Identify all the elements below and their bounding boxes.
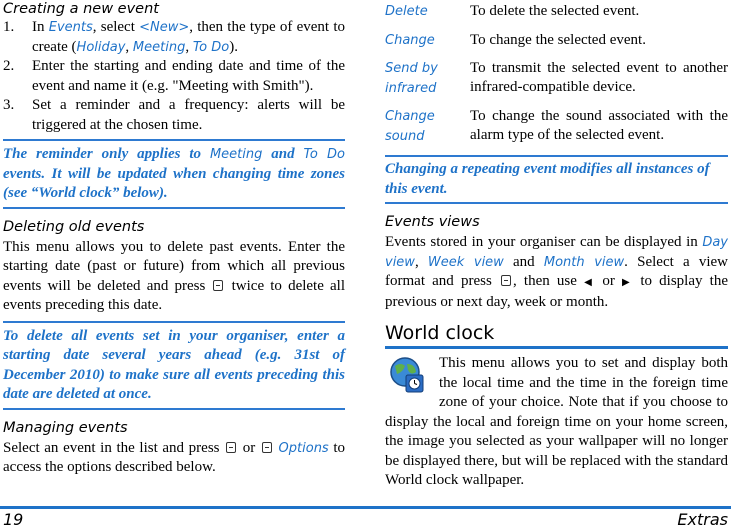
note-repeating: Changing a repeating event modifies all instances of this event. <box>385 161 710 197</box>
heading-creating-event: Creating a new event <box>3 1 159 17</box>
heading-deleting-events: Deleting old events <box>3 218 145 235</box>
section-world-clock: World clock <box>385 322 495 344</box>
option-row: Change To change the selected event. <box>385 31 646 48</box>
option-row: Change sound To change the sound associated with the alarm type of the selected event. <box>385 108 728 144</box>
chapter-name: Extras <box>677 510 728 529</box>
para-events-views: Events stored in your organiser can be displayed in Day view, Week view and Month view. Select a view format and press , then use ◀ or ▶ to display the previous or next day, week or month. <box>385 234 729 310</box>
note-reminder: The reminder only applies to Meeting and To Do events. It will be updated when changing time zones (see “World clock” below). <box>3 146 346 201</box>
ui-new: <New> <box>139 20 190 35</box>
left-arrow-icon: ◀ <box>584 277 596 288</box>
step-1: 1. In Events, select <New>, then the type of event to create (Holiday, Meeting, To Do). <box>3 19 345 55</box>
right-column <box>385 0 728 491</box>
right-arrow-icon: ▶ <box>622 277 634 288</box>
world-clock-icon <box>389 356 425 394</box>
ui-options: Options <box>278 440 329 456</box>
para-world-clock: This menu allows you to set and display both the local time and the time in the foreign time zone of your choice. Note that if you choose to display the local and foreign time on your home screen, the image you selected as your wallpaper will no longer be displayed there, but will be replaced with the standard World clock wallpaper. <box>385 355 728 488</box>
para-deleting: This menu allows you to delete past events. Enter the starting date (past or future) from which all previous events will be deleted and press twice to delete all events preceding this date. <box>3 238 346 313</box>
left-column <box>3 0 345 478</box>
step-2: 2. Enter the starting and ending date and time of the event and name it (e.g. "Meeting with Smith"). <box>3 58 345 94</box>
ui-events: Events <box>48 20 93 35</box>
option-row: Delete To delete the selected event. <box>385 3 640 19</box>
ok-key-icon <box>501 275 511 286</box>
ok-key-icon <box>213 280 223 291</box>
para-managing: Select an event in the list and press or Options to access the options described below. <box>3 439 346 475</box>
heading-managing-events: Managing events <box>3 419 128 436</box>
option-row: Send by infrared To transmit the selected event to another infrared-compatible device. <box>385 60 728 96</box>
note-delete-all: To delete all events set in your organiser, enter a starting date several years ahead (e.g. 31st of December 2010) to make sure all events preceding this date are deleted at once. <box>3 327 345 402</box>
heading-events-views: Events views <box>385 214 480 230</box>
step-3: 3. Set a reminder and a frequency: alerts will be triggered at the chosen time. <box>3 97 345 133</box>
ok-key-icon <box>226 442 236 453</box>
page-number: 19 <box>3 510 24 529</box>
steps-list <box>3 18 345 135</box>
page-footer <box>0 509 731 528</box>
softkey-icon <box>262 442 272 453</box>
options-table <box>385 2 728 146</box>
